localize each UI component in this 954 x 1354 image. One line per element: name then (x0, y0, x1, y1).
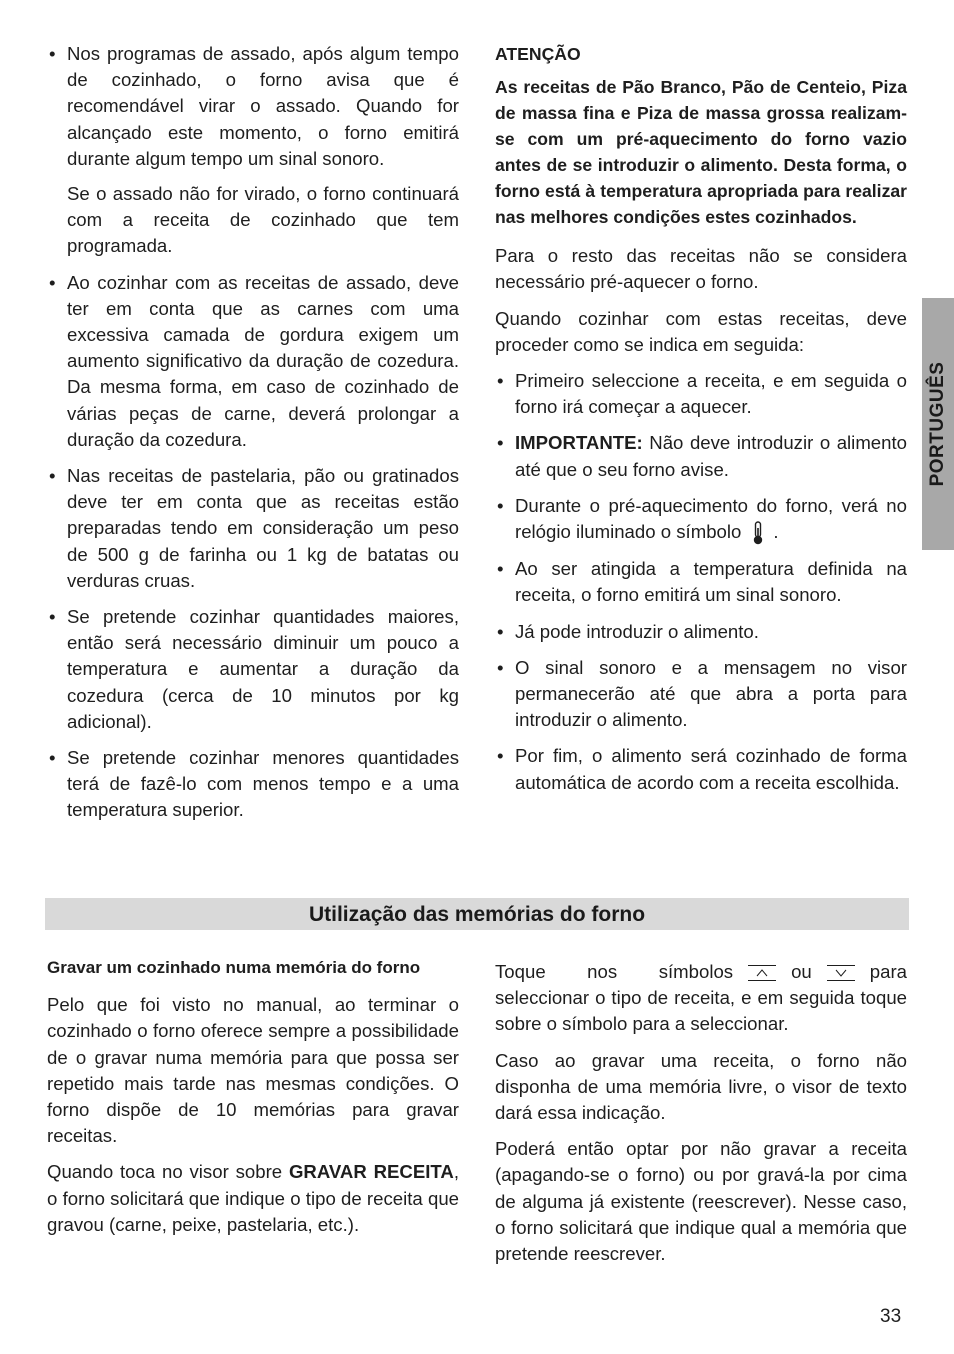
paragraph-text-end: para seleccionar o tipo de receita, e em seguida toque sobre o símbolo para a seleccionar. (495, 961, 907, 1035)
attention-heading: ATENÇÃO (495, 44, 581, 64)
list-item: • Já pode introduzir o alimento. (495, 619, 907, 645)
paragraph: Quando cozinhar com estas receitas, deve proceder como se indica em seguida: (495, 307, 907, 355)
arrow-up-icon (747, 964, 777, 982)
arrow-down-icon (826, 964, 856, 982)
paragraph: Poderá então optar por não gravar a receita (apagando-se o forno) ou por gravá-la por cima de alguma já existente (reescrever). Nesse caso, o forno solicitará que indique qual a memória que pretende reescrever. (495, 1138, 907, 1265)
left-column-top (47, 41, 459, 834)
subheading: Gravar um cozinhado numa memória do forno (47, 958, 421, 977)
left-column-bottom (47, 955, 459, 1248)
list-item: • Se pretende cozinhar menores quantidades terá de fazê-lo com menos tempo e a uma temperatura superior. (47, 745, 459, 824)
important-label: IMPORTANTE: (515, 432, 643, 454)
section-title: Utilização das memórias do forno (45, 898, 909, 930)
list-item: • Nas receitas de pastelaria, pão ou gratinados deve ter em conta que as receitas estão preparadas tendo em consideração um peso de 500 g de farinha ou 1 kg de batatas ou verduras cruas. (47, 463, 459, 594)
paragraph: Pelo que foi visto no manual, ao terminar o cozinhado o forno oferece sempre a possibilidade de o gravar numa memória para que possa ser repetido mais tarde nas mesmas condições. O forno dispõe de 10 memórias para gravar receitas. (47, 994, 459, 1147)
paragraph-text: Quando toca no visor sobre (47, 1161, 289, 1183)
list-item: • O sinal sonoro e a mensagem no visor permanecerão até que abra a porta para introduzir o alimento. (495, 655, 907, 734)
preheat-steps-list (495, 368, 907, 796)
list-item-text: Durante o pré-aquecimento do forno, verá no relógio iluminado o símbolo (515, 494, 907, 543)
list-item: • Ao ser atingida a temperatura definida na receita, o forno emitirá um sinal sonoro. (495, 556, 907, 608)
list-item: • Primeiro seleccione a receita, e em seguida o forno irá começar a aquecer. (495, 368, 907, 420)
attention-text: As receitas de Pão Branco, Pão de Centeio, Piza de massa fina e Piza de massa grossa realizam-se com um pré-aquecimento do forno vazio antes de se introduzir o alimento. Desta forma, o forno está à temperatura apropriada para realizar nas melhores condições estes cozinhados. (495, 77, 907, 228)
list-item (495, 493, 907, 546)
list-item-text: Nos programas de assado, após algum tempo de cozinhado, o forno avisa que é recomendável virar o assado. Quando for alcançado este momento, o forno emitirá durante algum tempo um sinal sonoro. (67, 43, 459, 169)
paragraph-text-end: , o forno solicitará que indique o tipo de receita que gravou (carne, peixe, pastelaria, etc.). (47, 1161, 460, 1235)
list-item-continuation: Se o assado não for virado, o forno continuará com a receita de cozinhado que tem programada. (67, 183, 459, 257)
list-item: • Por fim, o alimento será cozinhado de forma automática de acordo com a receita escolhida. (495, 743, 907, 795)
paragraph: Para o resto das receitas não se considera necessário pré-aquecer o forno. (495, 245, 907, 293)
paragraph-text: Toque nos símbolos (495, 961, 734, 982)
paragraph (495, 959, 907, 1038)
thermometer-icon (749, 520, 767, 546)
list-item: • Ao cozinhar com as receitas de assado, deve ter em conta que as carnes com uma excessiva camada de gordura exigem um aumento significativo da duração de cozedura. Da mesma forma, em caso de cozinhado de várias peças de carne, deverá prolongar a duração da cozedura. (47, 270, 459, 453)
gravar-receita-label: GRAVAR RECEITA (288, 1161, 454, 1183)
list-item (495, 430, 907, 482)
paragraph (47, 1159, 459, 1238)
right-column-bottom (495, 959, 907, 1277)
roast-tips-list (47, 41, 459, 824)
list-item-text: Não deve introduzir o alimento até que o seu forno avise. (515, 432, 907, 480)
right-column-top (495, 41, 907, 806)
page-number: 33 (880, 1306, 902, 1327)
or-text: ou (791, 961, 812, 982)
language-tab (922, 298, 954, 550)
list-item-text-end: . (773, 521, 779, 543)
paragraph: Caso ao gravar uma receita, o forno não disponha de uma memória livre, o visor de texto dará essa indicação. (495, 1049, 907, 1124)
language-tab-label: PORTUGUÊS (926, 361, 948, 487)
list-item: • Se pretende cozinhar quantidades maiores, então será necessário diminuir um pouco a temperatura e aumentar a duração da cozedura (cerca de 10 minutos por kg adicional). (47, 604, 459, 735)
list-item (47, 41, 459, 260)
